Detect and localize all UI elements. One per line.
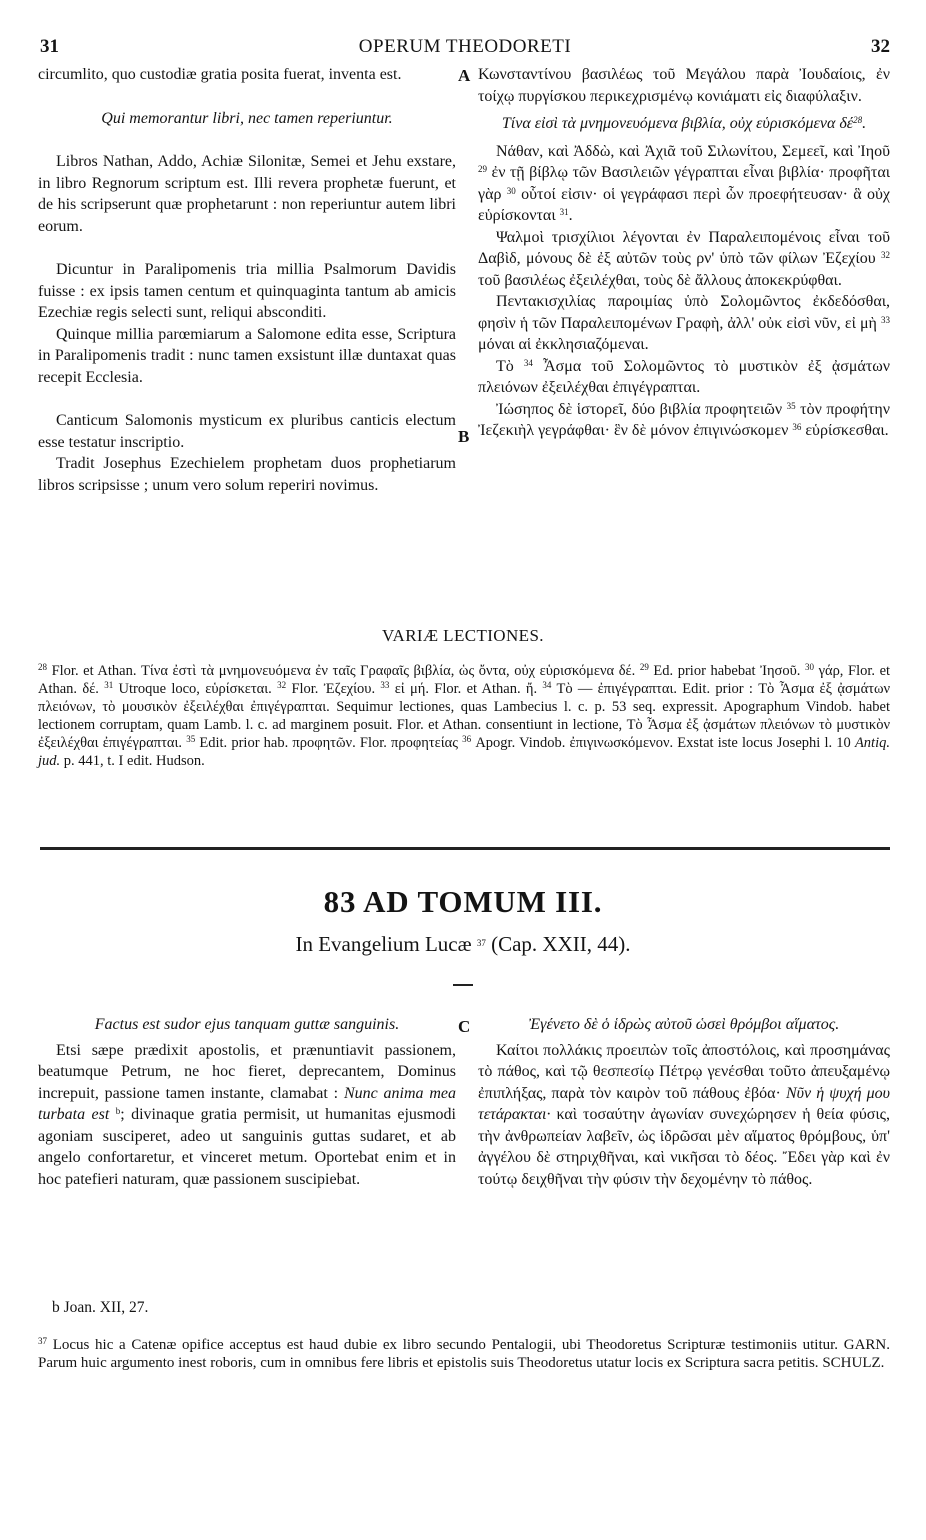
column-marker-b: B: [458, 427, 470, 446]
latin-quote: Nunc anima mea turbata est: [38, 1084, 457, 1123]
latin-column-top: [38, 64, 456, 496]
greek-text: τὸν προφήτην Ἰεζεκιὴλ γεγράφθαι· ἓν δὲ μόνον ἐπιγινώσκομεν: [478, 400, 891, 439]
footnote-b: [52, 1299, 148, 1317]
latin-text: Etsi sæpe prædixit apostolis, et prænuntiavit passionem, beatumque Petrum, ne hoc fieret, deprecantem, Dominus increpuit, passione tamen instante, clamabat :: [38, 1041, 456, 1102]
note-ref-35: 35: [786, 400, 796, 411]
note-number: 34: [542, 680, 552, 690]
greek-paragraph: [478, 227, 890, 292]
left-page-number: 31: [40, 36, 59, 57]
note-ref-37: 37: [476, 938, 486, 948]
latin-paragraph: [38, 1040, 456, 1191]
note-text: p. 441, t. I edit. Hudson.: [63, 753, 205, 769]
section-title: [0, 884, 926, 920]
note-ref-32: 32: [881, 250, 891, 260]
greek-text: .: [568, 207, 573, 224]
greek-paragraph: [478, 356, 890, 399]
greek-text: μόναι αἱ ἐκκλησιαζόμεναι.: [478, 336, 649, 353]
note-ref-30: 30: [506, 185, 516, 196]
greek-text: Ψαλμοὶ τρισχίλιοι λέγονται ἐν Παραλειπομένοις εἶναι τοῦ Δαβὶδ, μόνους δὲ ἐξ αὐτῶν τοὺς ρν' ὑπὸ τῶν φίλων Ἐζεχίου: [478, 228, 890, 267]
subtitle-reference: (Cap. XXII, 44).: [491, 932, 631, 956]
note-number: 29: [639, 662, 649, 672]
footnote-text: Locus hic a Catenæ opifice acceptus est haud dubie ex libro secundo Pentalogii, ubi Theodoretus Scripturæ testimoniis utitur.: [52, 1337, 839, 1353]
greek-text: καὶ τοσαύτην ἀγωνίαν συνεχώρησεν ἡ θεία φύσις, τὴν ἀνθρωπείαν λαβεῖν, ὡς ἱδρῶσαι μὲν αἵματος θρόμβους, ὑπ' ἀγγέλου δὲ στηριχθῆναι, καὶ νικῆσαι τὸ δέος. Ἔδει γὰρ καὶ ἐν τούτῳ δειχθῆναι τὴν φύσιν τὴν δεχομένην τὸ πάθος.: [478, 1106, 891, 1188]
note-text: Edit. prior hab. προφητῶν. Flor. προφητείας: [199, 735, 458, 751]
note-text-italic: Antiq. jud.: [38, 735, 890, 769]
greek-text: Ἰώσηπος δὲ ἱστορεῖ, δύο βιβλία προφητειῶν: [496, 400, 783, 418]
note-number: 31: [104, 680, 114, 690]
latin-paragraph: Libros Nathan, Addo, Achiæ Silonitæ, Semei et Jehu exstare, in libro Regnorum scriptum est. Illi revera prophetæ fuerunt, et de his scripserunt quæ prophetarunt : non reperiuntur autem libri eorum.: [38, 153, 456, 235]
greek-text: ἐν τῇ βίβλῳ τῶν Βασιλειῶν γέγραπται εἶναι βιβλία· προφῆται γὰρ: [478, 164, 891, 203]
note-ref-29: 29: [478, 164, 487, 174]
latin-text: ; divinaque gratia permisit, ut humanitas ejusmodi agoniam susciperet, adeo ut sanguinis guttas sudaret, et ab angelo confortaretur, et vinceret metum. Oportebat enim et in hoc patefieri naturam, quæ passionem suscipiebat.: [38, 1106, 457, 1188]
note-number: 30: [804, 662, 814, 672]
footnote-mark: b: [52, 1299, 60, 1316]
greek-text: Καίτοι πολλάκις προειπὼν τοῖς ἀποστόλοις, καὶ προσημάνας τὸ πάθος, καὶ τῷ θεσπεσίῳ Πέτρῳ γενέσθαι τοῦτο ἀπευξαμένῳ ἐπιπλήξας, παρὰ τὸν καιρὸν τοῦ πάθους ἐβόα·: [478, 1041, 890, 1102]
greek-heading-text: Τίνα εἰσὶ τὰ μνημονευόμενα βιβλία, οὐχ εὑρισκόμενα δέ: [501, 115, 854, 132]
greek-text: εὑρίσκεσθαι.: [805, 422, 889, 439]
note-ref-31: 31: [559, 207, 569, 217]
short-rule: [453, 984, 473, 986]
greek-paragraph: [478, 291, 890, 356]
subtitle-text: In Evangelium Lucæ: [295, 932, 472, 956]
running-title: OPERUM THEODORETI: [358, 36, 572, 57]
footnote-number: 37: [38, 1336, 47, 1346]
section-number: 83: [323, 884, 357, 919]
variae-lectiones-notes: [38, 662, 890, 770]
variae-lectiones-title: VARIÆ LECTIONES.: [382, 626, 544, 645]
footnote-37: [38, 1336, 890, 1372]
latin-column-bottom: [38, 1014, 456, 1190]
note-number: 28: [38, 662, 47, 672]
note-number: 36: [462, 734, 472, 744]
footnote-text: Parum huic argumento inest roboris, cum in omnibus fere libris et epistolis suis Theodoretus utatur locis ex Scriptura sacra petitis.: [38, 1355, 819, 1371]
footnote-author: GARN.: [843, 1337, 890, 1353]
latin-paragraph: Dicuntur in Paralipomenis tria millia Psalmorum Davidis fuisse : ex ipsis tamen centum et quinquaginta tantum ab amicis Ezechiæ regis selecti sunt, reliqui absconditi.: [38, 261, 456, 321]
note-text: Flor. et Athan. Τίνα ἐστὶ τὰ μνημονευόμενα ἐν ταῖς Γραφαῖς βιβλία, ὡς ὄντα, οὐχ εὑρισκόμενα δέ.: [51, 663, 636, 679]
greek-quote: Νῦν ἡ ψυχή μου τετάρακται·: [478, 1084, 891, 1123]
right-page-number: 32: [871, 36, 890, 57]
note-text: Flor. Ἐζεχίου.: [291, 681, 376, 697]
greek-text: Τὸ: [496, 357, 514, 375]
running-header: [40, 36, 890, 60]
column-marker-c: C: [458, 1017, 471, 1036]
greek-section-heading: Τίνα εἰσὶ τὰ μνημονευόμενα βιβλία, οὐχ εὑρισκόμενα $\delta έ^{28}$.: [501, 115, 867, 132]
section-title-text: AD TOMUM III.: [363, 884, 603, 919]
footnote-text: Joan. XII, 27.: [63, 1299, 149, 1316]
latin-section-heading: Qui memorantur libri, nec tamen reperiuntur.: [101, 109, 393, 127]
note-ref-28: 28: [853, 115, 863, 125]
greek-paragraph: Κωνσταντίνου βασιλέως τοῦ Μεγάλου παρὰ Ἰουδαίοις, ἐν τοίχῳ πυργίσκου περικεχρισμένῳ κονιάματι εἰς διαφύλαξιν.: [478, 66, 890, 105]
greek-text: οὗτοί εἰσιν· οἱ γεγράφασι περὶ ὧν προεφήτευσαν· ἃ οὐχ εὑρίσκονται: [478, 185, 891, 224]
greek-text: τοῦ βασιλέως ἐξειλέχθαι, τοὺς δὲ ἄλλους ἀποκεκρύφθαι.: [478, 271, 842, 289]
column-marker-a: A: [458, 66, 471, 85]
footnote-author: SCHULZ.: [822, 1355, 885, 1371]
greek-section-heading: Ἐγένετο δὲ ὁ ἱδρὼς αὐτοῦ ὡσεὶ θρόμβοι αἵματος.: [528, 1016, 840, 1033]
greek-column-top: [478, 64, 890, 442]
note-ref-b: b: [115, 1106, 121, 1116]
section-divider: [40, 847, 890, 850]
latin-section-heading: Factus est sudor ejus tanquam guttæ sanguinis.: [94, 1016, 400, 1033]
note-number: 35: [186, 734, 196, 744]
greek-text: Νάθαν, καὶ Ἀδδὼ, καὶ Ἀχιᾶ τοῦ Σιλωνίτου, Σεμεεῖ, καὶ Ἰηοῦ: [496, 142, 890, 160]
note-ref-33: 33: [881, 314, 891, 325]
latin-paragraph: Tradit Josephus Ezechielem prophetam duos prophetiarum libros scripsisse ; unum vero solum reperiri novimus.: [38, 455, 456, 494]
note-text: γάρ, Flor. et Athan. δέ.: [38, 663, 891, 697]
greek-column-bottom: [478, 1014, 890, 1190]
greek-paragraph: [478, 1040, 890, 1191]
note-ref-34: 34: [523, 357, 533, 368]
note-number: 32: [277, 680, 287, 690]
latin-paragraph: Canticum Salomonis mysticum ex pluribus canticis electum esse testatur inscriptio.: [38, 412, 456, 451]
section-subtitle: [0, 932, 926, 957]
latin-paragraph: circumlito, quo custodiæ gratia posita fuerat, inventa est.: [38, 66, 402, 83]
note-text: Utroque loco, εὑρίσκεται.: [118, 681, 272, 697]
note-text: Τὸ — ἐπιγέγραπται. Edit. prior : Τὸ Ἆσμα ἐξ ᾀσμάτων πλειόνων, τὸ μουσικὸν ἐξειλέχθαι ἐπιγέγραπται. Sequimur lectiones, quas Lambecius l. c. p. 53 seq. expressit. Apographum Vindob. habet lectionem corruptam, quam Lamb. l. c. ad marginem posuit. Flor. et Athan. consentiunt in lectione, Τὸ Ἆσμα ἐξ ᾀσμάτων πλειόνων τὸ μυστικὸν ἐξειλέχθαι ἐπιγέγραπται.: [38, 681, 891, 751]
note-number: 33: [380, 680, 390, 690]
greek-paragraph: [478, 141, 890, 227]
latin-paragraph: Quinque millia parœmiarum a Salomone edita esse, Scriptura in Paralipomenis tradit : nunc tamen exsistunt illæ duntaxat quas recepit Ecclesia.: [38, 325, 456, 386]
greek-text: Ἆσμα τοῦ Σολομῶντος τὸ μυστικὸν ἐξ ᾀσμάτων πλειόνων ἐξειλέχθαι ἐπιγέγραπται.: [478, 357, 891, 396]
note-text: Ed. prior habebat Ἰησοῦ.: [653, 663, 801, 679]
greek-paragraph: [478, 399, 890, 442]
greek-text: Πεντακισχιλίας παροιμίας ὑπὸ Σολομῶντος ἐκδεδόσθαι, φησὶν ἡ τῶν Παραλειπομένων Γραφὴ, ἀλλ' οὐκ εἰσὶ νῦν, εἰ μὴ: [478, 293, 890, 332]
note-text: εἰ μή. Flor. et Athan. ἤ.: [394, 681, 538, 697]
note-ref-36: 36: [792, 422, 802, 432]
note-text: Apogr. Vindob. ἐπιγινωσκόμενον. Exstat iste locus Josephi l. 10: [475, 735, 851, 751]
